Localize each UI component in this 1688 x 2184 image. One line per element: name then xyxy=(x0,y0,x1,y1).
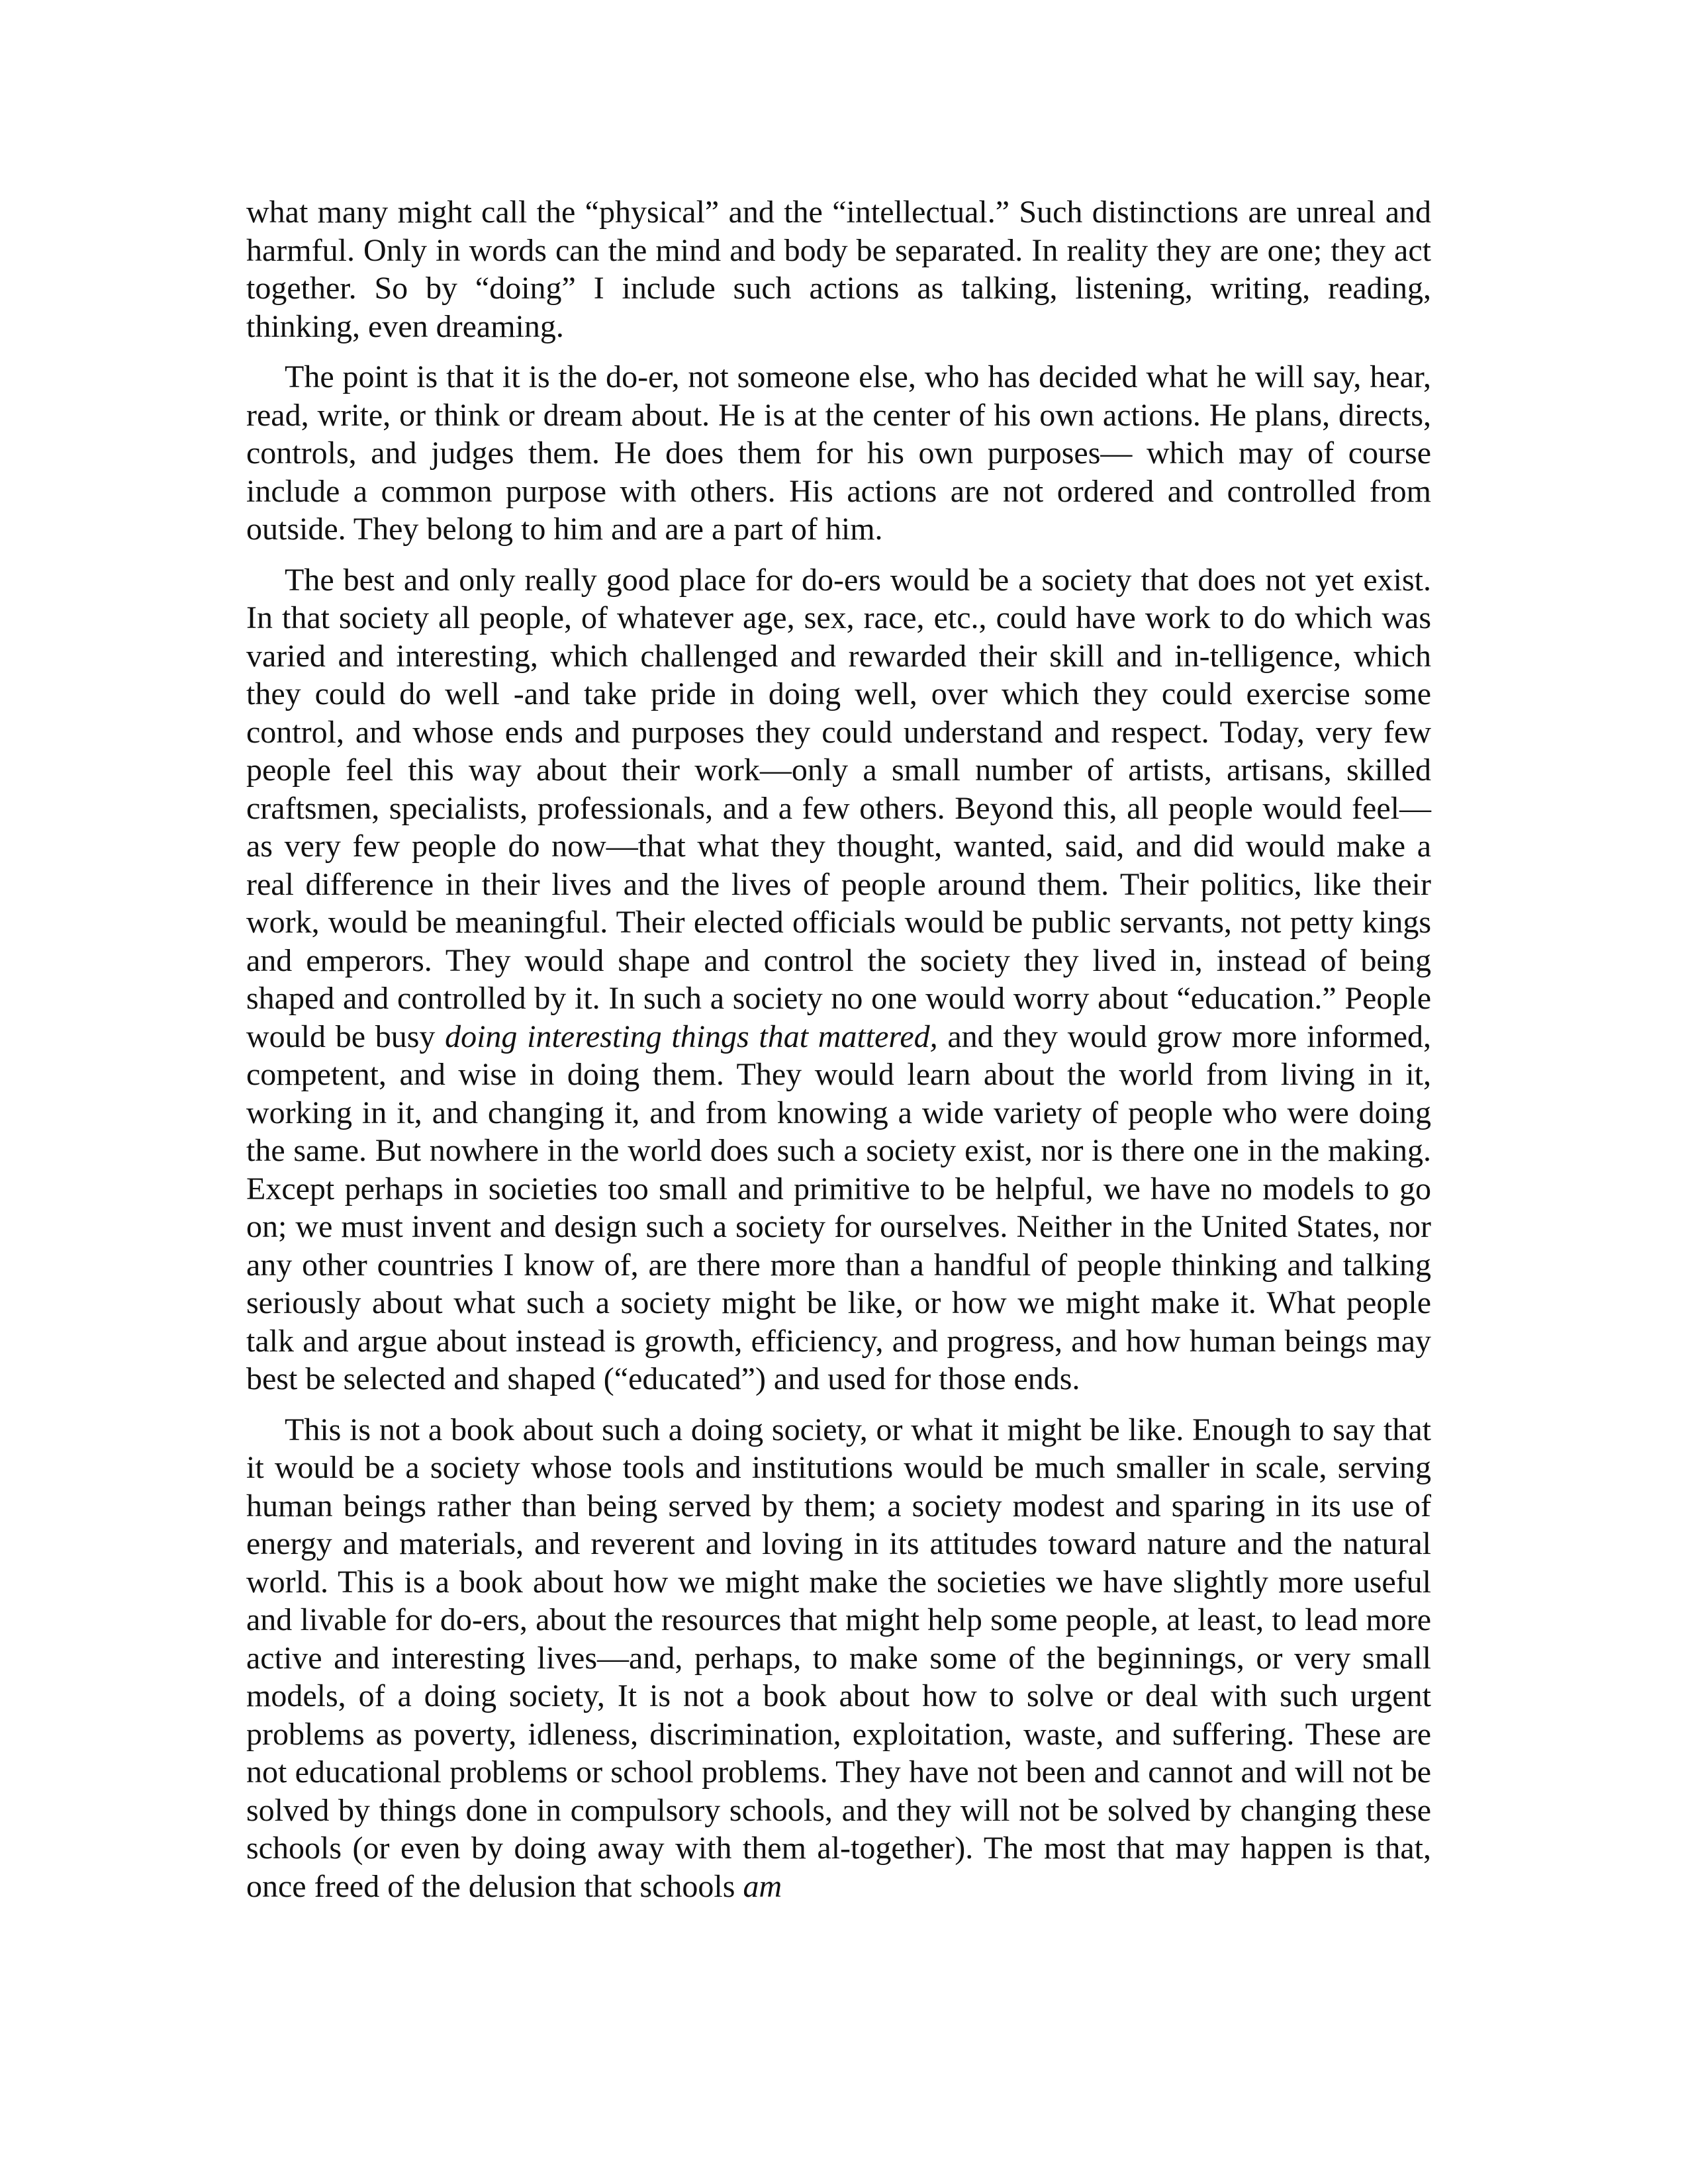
body-text xyxy=(246,193,1431,1905)
paragraph-1 xyxy=(246,193,1431,345)
paragraph-3-italic-phrase: doing interesting things that mattered, xyxy=(445,1019,938,1054)
paragraph-3-text-a: The best and only really good place for do-ers would be a society that does not yet exist. In that society all people, of whatever age, sex, race, etc., could have work to do which was varied and interesting, which challenged and rewarded their skill and in-telligence, which they could do well -and take pride in doing well, over which they could exercise some control, and whose ends and purposes they could understand and respect. Today, very few people feel this way about their work—only a small number of artists, artisans, skilled craftsmen, specialists, professionals, and a few others. Beyond this, all people would feel—as very few people do now—that what they thought, wanted, said, and did would make a real difference in their lives and the lives of people around them. Their politics, like their work, would be meaningful. Their elected officials would be public servants, not petty kings and emperors. They would shape and control the society they lived in, instead of being shaped and controlled by it. In such a society no one would worry about “education.” People would be busy xyxy=(246,562,1431,1054)
paragraph-4-italic-word: am xyxy=(743,1868,782,1904)
paragraph-3-text-b: and they would grow more informed, competent, and wise in doing them. They would learn about the world from living in it, working in it, and changing it, and from knowing a wide variety of people who were doing the same. But nowhere in the world does such a society exist, nor is there one in the making. Except perhaps in societies too small and primitive to be helpful, we have no models to go on; we must invent and design such a society for ourselves. Neither in the United States, nor any other countries I know of, are there more than a handful of people thinking and talking seriously about what such a society might be like, or how we might make it. What people talk and argue about instead is growth, efficiency, and progress, and how human beings may best be selected and shaped (“educated”) and used for those ends. xyxy=(246,1019,1432,1396)
paragraph-2-text: The point is that it is the do-er, not someone else, who has decided what he will say, hear, read, write, or think or dream about. He is at the center of his own actions. He plans, directs, controls, and judges them. He does them for his own purposes— which may of course include a common purpose with others. His actions are not ordered and controlled from outside. They belong to him and are a part of him. xyxy=(246,359,1431,547)
paragraph-4 xyxy=(246,1411,1431,1906)
paragraph-1-text: what many might call the “physical” and the “intellectual.” Such distinctions are unreal and harmful. Only in words can the mind and body be separated. In reality they are one; they act together. So by “doing” I include such actions as talking, listening, writing, reading, thinking, even dreaming. xyxy=(246,195,1431,344)
paragraph-3 xyxy=(246,561,1431,1398)
paragraph-2 xyxy=(246,358,1431,549)
paragraph-4-text: This is not a book about such a doing society, or what it might be like. Enough to say that it would be a society whose tools and institutions would be much smaller in scale, serving human beings rather than being served by them; a society modest and sparing in its use of energy and materials, and reverent and loving in its attitudes toward nature and the natural world. This is a book about how we might make the societies we have slightly more useful and livable for do-ers, about the resources that might help some people, at least, to lead more active and interesting lives—and, perhaps, to make some of the beginnings, or very small models, of a doing society, It is not a book about how to solve or deal with such urgent problems as poverty, idleness, discrimination, exploitation, waste, and suffering. These are not educational problems or school problems. They have not been and cannot and will not be solved by things done in compulsory schools, and they will not be solved by changing these schools (or even by doing away with them al-together). The most that may happen is that, once freed of the delusion that schools xyxy=(246,1412,1431,1904)
